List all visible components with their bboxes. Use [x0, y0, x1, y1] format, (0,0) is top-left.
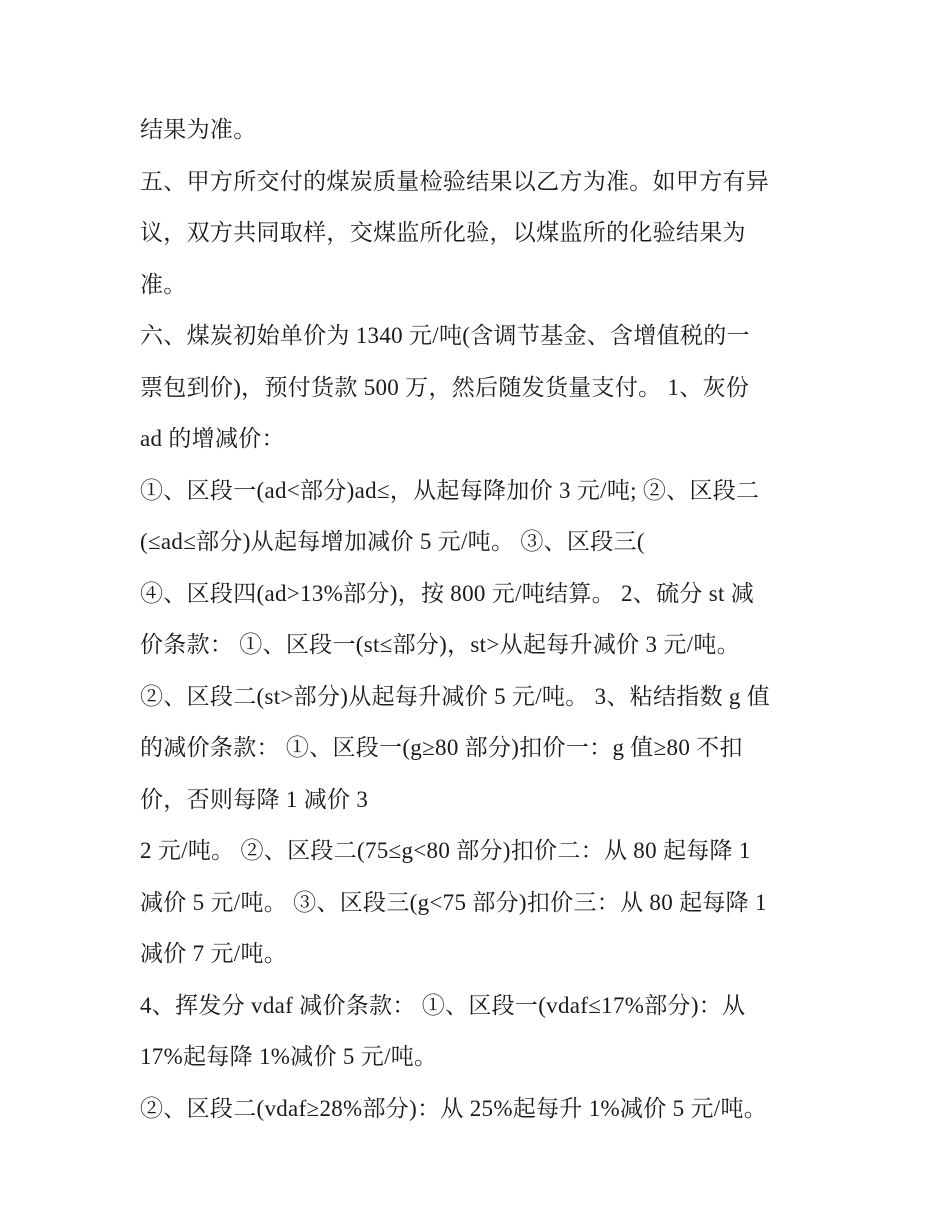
text-line: 准。 [140, 271, 187, 297]
text-line: 议，双方共同取样，交煤监所化验，以煤监所的化验结果为 [140, 220, 746, 245]
text-line: 2 元/吨。 ②、区段二(75≤g<80 部分)扣价二：从 80 起每降 1 [140, 838, 751, 863]
text-line: 的减价条款： ①、区段一(g≥80 部分)扣价一：g 值≥80 不扣 [140, 735, 743, 760]
text-line: 减价 5 元/吨。 ③、区段三(g<75 部分)扣价三：从 80 起每降 1 [140, 889, 767, 915]
text-line: 五、甲方所交付的煤炭质量检验结果以乙方为准。如甲方有异 [140, 168, 770, 194]
text-line: 17%起每降 1%减价 5 元/吨。 [140, 1044, 438, 1069]
text-line: ②、区段二(vdaf≥28%部分)：从 25%起每升 1%减价 5 元/吨。 [140, 1095, 768, 1121]
text-line: 价，否则每降 1 减价 3 [140, 786, 369, 812]
text-line: 减价 7 元/吨。 [140, 941, 288, 966]
text-line: ④、区段四(ad>13%部分)，按 800 元/吨结算。 2、硫分 st 减 [140, 580, 755, 606]
text-line: 六、煤炭初始单价为 1340 元/吨(含调节基金、含增值税的一 [140, 323, 750, 348]
contract-text [140, 104, 830, 1134]
text-line: 结果为准。 [140, 117, 257, 142]
text-line: 4、挥发分 vdaf 减价条款： ①、区段一(vdaf≤17%部分)：从 [140, 992, 746, 1018]
text-line: ①、区段一(ad<部分)ad≤，从起每降加价 3 元/吨; ②、区段二 [140, 477, 760, 503]
text-line: ad 的增减价： [140, 426, 285, 451]
text-line: (≤ad≤部分)从起每增加减价 5 元/吨。 ③、区段三( [140, 529, 645, 554]
text-line: 票包到价)，预付货款 500 万，然后随发货量支付。 1、灰份 [140, 374, 750, 400]
text-line: 价条款： ①、区段一(st≤部分)，st>从起每升减价 3 元/吨。 [140, 632, 740, 657]
text-line: ②、区段二(st>部分)从起每升减价 5 元/吨。 3、粘结指数 g 值 [140, 683, 771, 709]
